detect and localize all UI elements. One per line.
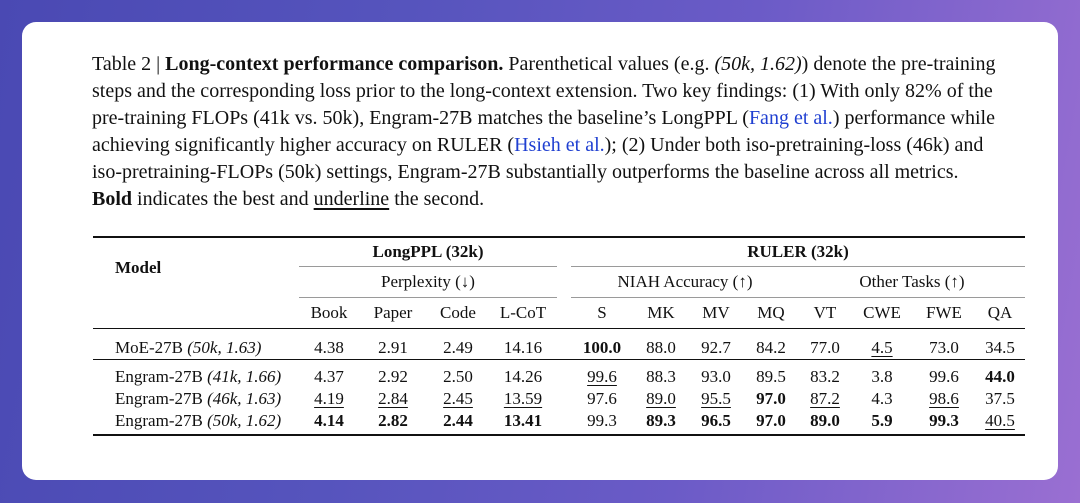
model-name: Engram-27B (41k, 1.66) [115, 367, 282, 386]
caption-text-5: indicates the best and [132, 188, 314, 210]
table-cell: 3.8 [871, 367, 893, 386]
table-cell: 89.0 [799, 410, 851, 435]
column-header: MK [633, 298, 689, 329]
citation-link-fang[interactable]: Fang et al. [748, 107, 833, 129]
longppl-header: LongPPL (32k) [372, 242, 484, 261]
table-cell: 4.5 [871, 338, 893, 357]
table-cell: 77.0 [810, 338, 840, 357]
table-cell: 97.0 [756, 389, 786, 408]
column-header: Paper [359, 298, 427, 329]
caption-underline-word: underline [313, 188, 390, 210]
results-table [93, 236, 1025, 436]
table-cell: 99.3 [571, 410, 633, 435]
table-cell: 4.3 [871, 389, 893, 408]
table-cell: 37.5 [985, 389, 1015, 408]
table-cell: 92.7 [701, 338, 731, 357]
column-header: CWE [851, 298, 913, 329]
table-cell: 2.91 [378, 338, 408, 357]
column-header: VT [799, 298, 851, 329]
table-row [93, 366, 1025, 388]
column-header: MQ [743, 298, 799, 329]
table-cell: 4.19 [314, 389, 344, 408]
niah-subheader: NIAH Accuracy (↑) [571, 267, 799, 298]
table-cell: 100.0 [582, 338, 622, 357]
table-cell: 97.6 [587, 389, 617, 408]
table-cell: 87.2 [810, 389, 840, 408]
column-header: QA [975, 298, 1025, 329]
table-cell: 96.5 [689, 410, 743, 435]
citation-link-hsieh[interactable]: Hsieh et al. [514, 134, 605, 156]
table-row [93, 337, 1025, 360]
table-cell: 95.5 [701, 389, 731, 408]
caption-bold-word: Bold [92, 188, 133, 210]
model-meta: (50k, 1.63) [187, 338, 262, 357]
model-name: MoE-27B (50k, 1.63) [115, 338, 262, 357]
column-header: MV [689, 298, 743, 329]
table-cell: 4.37 [314, 367, 344, 386]
table-cell: 2.50 [443, 367, 473, 386]
table-cell: 97.0 [743, 410, 799, 435]
table-cell: 99.6 [587, 367, 617, 386]
model-meta: (41k, 1.66) [207, 367, 282, 386]
table-cell: 44.0 [985, 367, 1015, 386]
model-meta: (46k, 1.63) [207, 389, 282, 408]
table-cell: 2.45 [443, 389, 473, 408]
table-cell: 34.5 [985, 338, 1015, 357]
table-cell: 13.59 [503, 389, 543, 408]
table-cell: 83.2 [810, 367, 840, 386]
column-header: Code [427, 298, 489, 329]
caption-text-3: ) performance while achieving significantly higher accuracy on RULER ( [92, 107, 995, 156]
model-meta: (50k, 1.62) [207, 411, 282, 430]
table-cell: 4.14 [299, 410, 359, 435]
table-cell: 98.6 [929, 389, 959, 408]
column-header: Book [299, 298, 359, 329]
model-name: Engram-27B (46k, 1.63) [115, 389, 282, 408]
table-cell: 99.3 [913, 410, 975, 435]
caption-text-4: ); (2) Under both iso-pretraining-loss (46k) and iso-pretraining-FLOPs (50k) settings, Engram-27B substantially outperforms the baseline across all metrics. [92, 134, 984, 183]
caption-text-2: ) denote the pre-training steps and the corresponding loss prior to the long-context extension. Two key findings: (1) With only 82% of the pre-training FLOPs (41k vs. 50k), Engram-27B matches the baseline’s LongPPL ( [92, 53, 996, 129]
table-cell: 2.84 [378, 389, 408, 408]
table-cell: 89.3 [633, 410, 689, 435]
table-cell: 2.82 [359, 410, 427, 435]
column-header-row [93, 298, 1025, 329]
column-header: FWE [913, 298, 975, 329]
other-tasks-subheader: Other Tasks (↑) [799, 267, 1025, 298]
table-cell: 5.9 [851, 410, 913, 435]
table-caption [92, 51, 997, 213]
table-cell: 14.26 [503, 367, 543, 386]
table-cell: 84.2 [756, 338, 786, 357]
table-cell: 99.6 [929, 367, 959, 386]
caption-title: Long-context performance comparison. [165, 53, 504, 75]
table-cell: 73.0 [929, 338, 959, 357]
caption-text-6: the second. [389, 188, 485, 210]
table-cell: 40.5 [975, 410, 1025, 435]
caption-text-1: Parenthetical values (e.g. [503, 53, 715, 75]
table-cell: 13.41 [489, 410, 557, 435]
column-header: S [571, 298, 633, 329]
table-cell: 2.49 [443, 338, 473, 357]
perplexity-subheader: Perplexity (↓) [299, 267, 557, 298]
table-cell: 93.0 [701, 367, 731, 386]
model-name: Engram-27B (50k, 1.62) [93, 410, 299, 435]
table-cell: 2.44 [427, 410, 489, 435]
ruler-header: RULER (32k) [747, 242, 849, 261]
table-cell: 88.3 [646, 367, 676, 386]
column-header: L-CoT [489, 298, 557, 329]
table-cell: 2.92 [378, 367, 408, 386]
table-cell: 14.16 [503, 338, 543, 357]
table-cell: 89.0 [646, 389, 676, 408]
table-cell: 88.0 [646, 338, 676, 357]
table-row [93, 388, 1025, 410]
caption-label: Table 2 | [92, 53, 166, 75]
table-cell: 4.38 [314, 338, 344, 357]
caption-example: (50k, 1.62) [714, 53, 802, 75]
model-header: Model [115, 257, 162, 277]
table-cell: 89.5 [756, 367, 786, 386]
table-row [93, 410, 1025, 435]
